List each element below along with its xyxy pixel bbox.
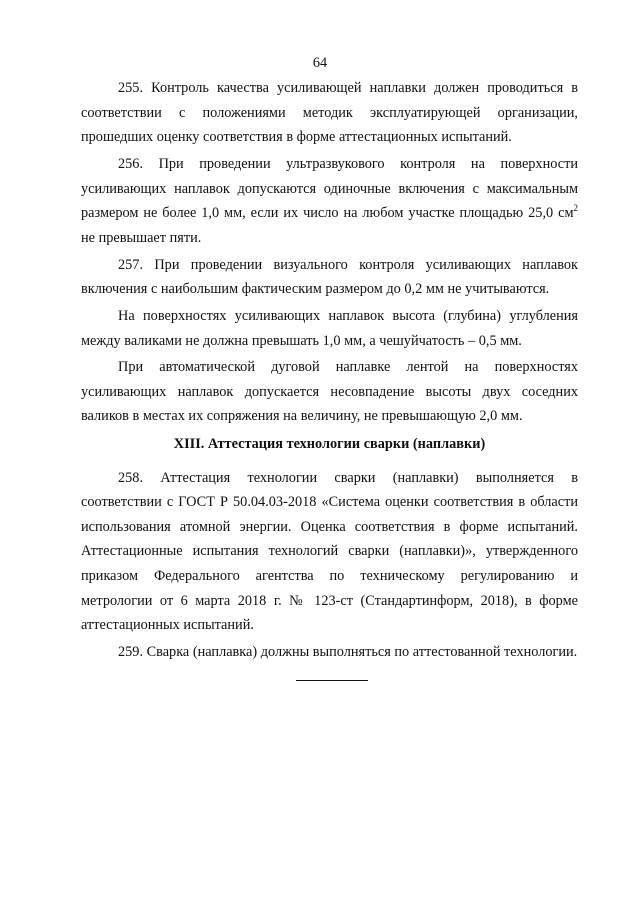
paragraph-255 (81, 76, 578, 150)
paragraph-258 (81, 466, 578, 638)
paragraph-text: Сварка (наплавка) должны выполняться по аттестованной технологии. (143, 644, 578, 660)
paragraph-text: Аттестация технологии сварки (наплавки) выполняется в соответствии с ГОСТ Р 50.04.03-2018 «Система оценки соответствия в области использования атомной энергии. Оценка соответствия в форме испытаний. Аттестационные испытания технологий сварки (наплавки)», утвержденного приказом Федерального агентства по техническому регулированию и метрологии от 6 марта 2018 г. № 123-ст (Стандартинформ, 2018), в форме аттестационных испытаний. (81, 469, 578, 634)
superscript-two: 2 (573, 203, 578, 214)
paragraph-257-mismatch (81, 355, 578, 429)
document-body (81, 76, 578, 667)
paragraph-number: 258. (118, 469, 144, 486)
paragraph-text: При проведении ультразвукового контроля на поверхности усиливающих наплавок допускаются одиночные включения с максимальным размером не более 1,0 мм, если их число на любом участке площадью 25,0 см (81, 155, 578, 222)
paragraph-text: Контроль качества усиливающей наплавки должен проводиться в соответствии с положениями методик эксплуатирующей организации, прошедших оценку соответствия в форме аттестационных испытаний. (81, 80, 578, 146)
paragraph-number: 257. (118, 256, 144, 273)
paragraph-text: При проведении визуального контроля усиливающих наплавок включения с наибольшим фактическим размером до 0,2 мм не учитываются. (81, 256, 578, 298)
paragraph-text: При автоматической дуговой наплавке лентой на поверхностях усиливающих наплавок допускается несовпадение высоты двух соседних валиков в местах их сопряжения на величину, не превышающую 2,0 мм. (81, 359, 578, 425)
page-number: 64 (312, 55, 328, 71)
paragraph-257-depth (81, 304, 578, 353)
paragraph-number: 259. (118, 644, 144, 660)
paragraph-257 (81, 253, 578, 302)
paragraph-text-continued: не превышает пяти. (81, 229, 202, 246)
paragraph-259 (81, 640, 578, 665)
end-divider-line (296, 680, 368, 681)
paragraph-number: 256. (118, 155, 144, 172)
paragraph-number: 255. (118, 80, 144, 96)
paragraph-256 (81, 152, 578, 250)
section-heading: XIII. Аттестация технологии сварки (наплавки) (173, 436, 486, 453)
paragraph-text: На поверхностях усиливающих наплавок высота (глубина) углубления между валиками не должна превышать 1,0 мм, а чешуйчатость – 0,5 мм. (81, 307, 578, 349)
